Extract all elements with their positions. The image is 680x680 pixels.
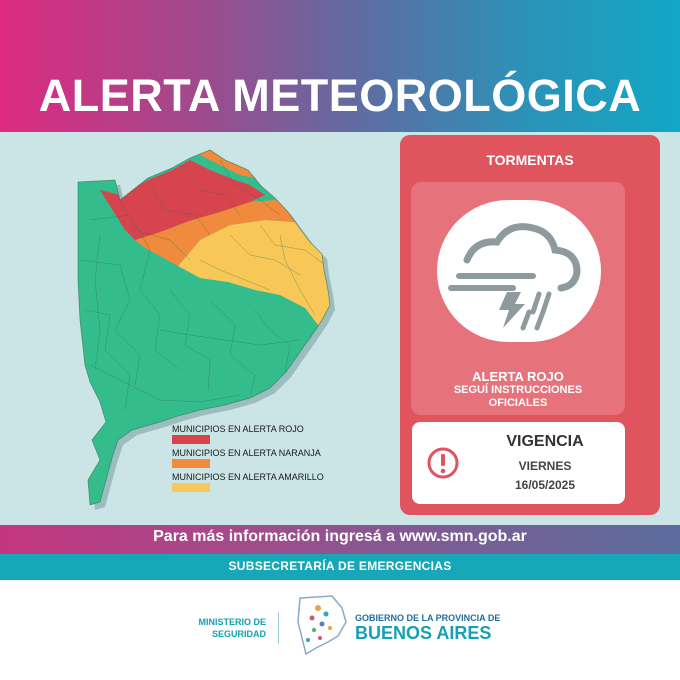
storm-cloud-icon xyxy=(437,200,601,342)
alert-icon-circle xyxy=(437,200,601,342)
vigencia-date: 16/05/2025 xyxy=(514,478,576,492)
exclamation-circle-icon xyxy=(426,446,460,480)
buenos-aires-province-logo-icon xyxy=(292,592,352,662)
legend-swatch-red xyxy=(172,435,210,444)
legend-swatch-yellow xyxy=(172,483,210,492)
gov-title-line1: GOBIERNO DE LA PROVINCIA DE xyxy=(355,613,501,623)
gov-title-line2: BUENOS AIRES xyxy=(355,623,492,643)
page-title: ALERTA METEOROLÓGICA xyxy=(38,70,642,121)
alert-poster: ALERTA METEOROLÓGICA MUNICIPIOS EN ALERTA ROJO MUNICIPIOS EN ALERTA NARANJA MUNICIPIOS EN ALERTA AMARILLO TORMENTAS ALERTA ROJO SEGUÍ INSTRUCCIONES OFICIALES VIGENCIA VIERNES 16/05/2025 Para más información ingresá a www.smn.gob.ar SUBSECRETARÍA DE EMERGENCIAS MINISTERIO DE SEGURIDAD GOBIERNO DE LA PROVINCIA DE BUENOS AIRES xyxy=(0,0,680,680)
legend-swatch-orange xyxy=(172,459,210,468)
info-link-text[interactable]: Para más información ingresá a www.smn.gob.ar xyxy=(153,528,527,545)
alert-type-title: TORMENTAS xyxy=(486,152,574,168)
vigencia-day: VIERNES xyxy=(518,459,572,473)
ministry-label: MINISTERIO DE SEGURIDAD xyxy=(198,617,266,639)
subsecretaria-text: SUBSECRETARÍA DE EMERGENCIAS xyxy=(228,559,452,573)
vigencia-title: VIGENCIA xyxy=(506,433,584,450)
footer-divider xyxy=(278,612,279,644)
alert-instructions: SEGUÍ INSTRUCCIONES OFICIALES xyxy=(453,384,583,409)
alert-level: ALERTA ROJO xyxy=(472,369,564,384)
